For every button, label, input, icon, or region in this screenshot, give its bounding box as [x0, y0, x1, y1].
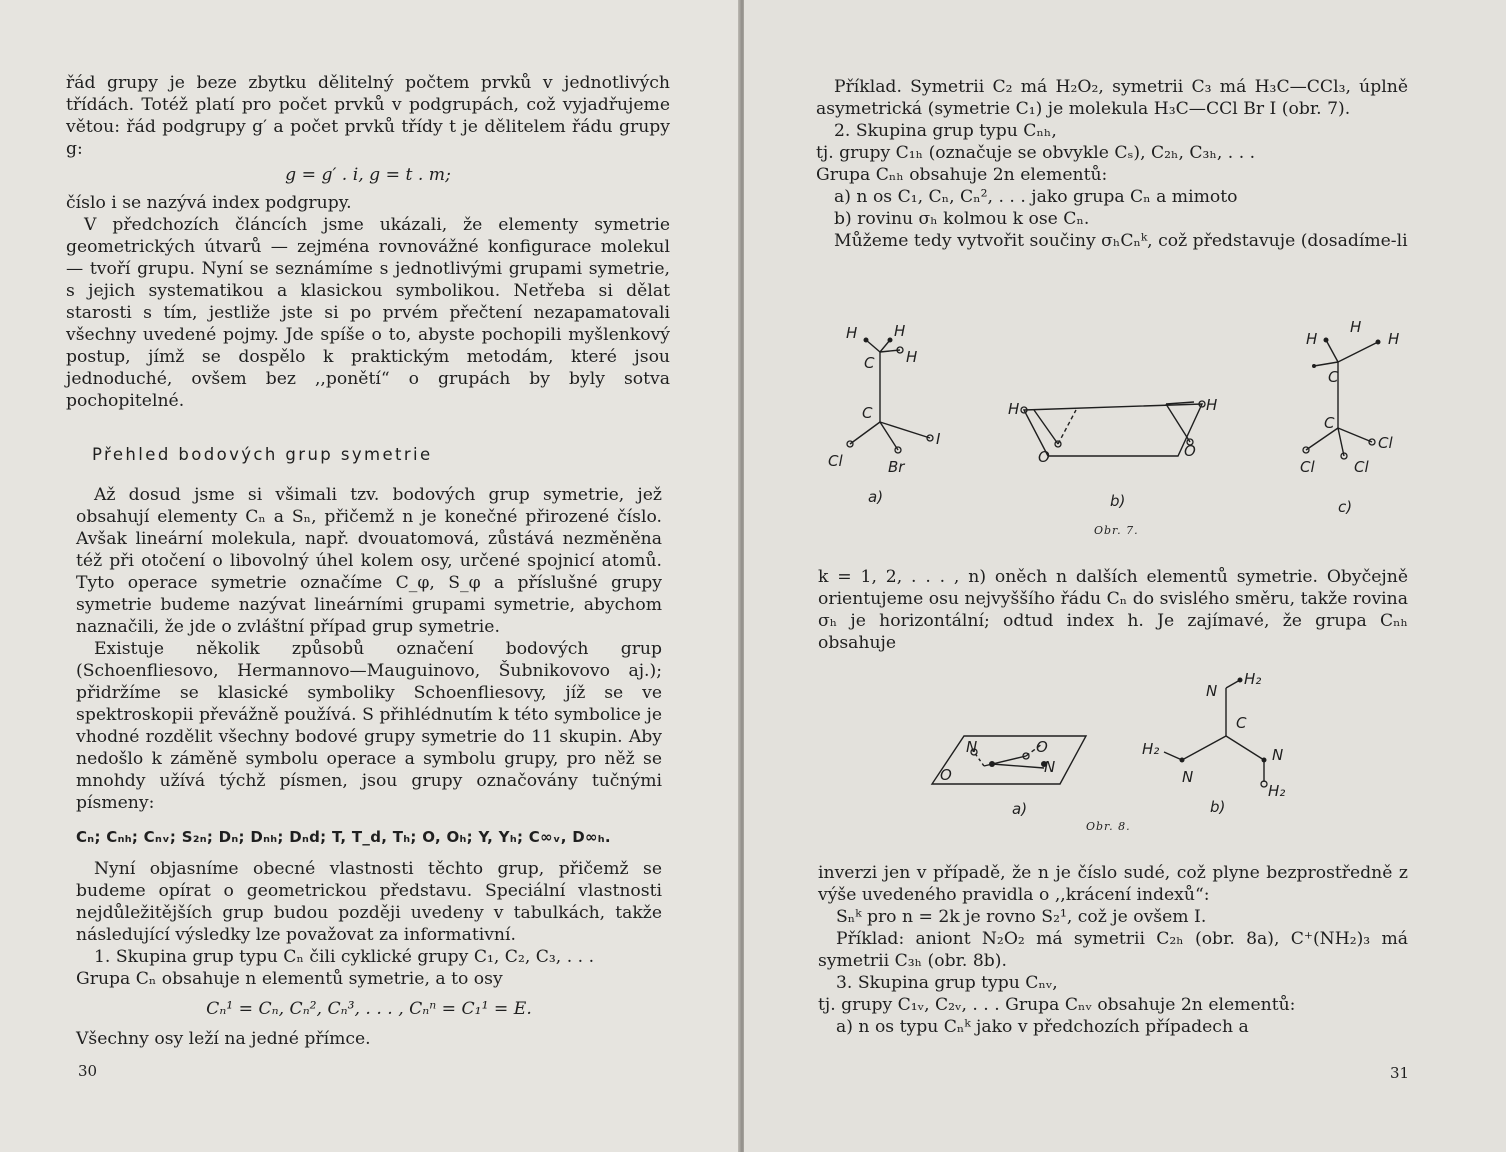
fig7a-label: H — [846, 324, 858, 342]
fig8b-label: H₂ — [1142, 740, 1160, 758]
group-symbols: Cₙ; Cₙₕ; Cₙᵥ; S₂ₙ; Dₙ; Dₙₕ; Dₙd; T, T_d, Tₕ; O, Oₕ; Y, Yₕ; C∞ᵥ, D∞ₕ. — [76, 828, 611, 846]
paragraph: Grupa Cₙ obsahuje n elementů symetrie, a to osy — [76, 969, 503, 989]
fig7b-sub: b) — [1110, 492, 1126, 510]
paragraph: inverzi jen v případě, že n je číslo sudé, což plyne bezprostředně z výše uvedeného pravidla o ,,krácení indexů“: — [818, 863, 1408, 905]
fig7a-label: Cl — [828, 452, 843, 470]
right-text-block-2 — [818, 566, 1408, 654]
fig8b-label: N — [1272, 746, 1284, 764]
paragraph: a) n os typu Cₙᵏ jako v předchozích případech a — [836, 1017, 1249, 1037]
fig8a-label: O — [1036, 738, 1048, 756]
right-text-block-1 — [816, 76, 1408, 252]
page-number: 31 — [1390, 1064, 1410, 1082]
fig7b-label: H — [1206, 396, 1218, 414]
fig7b-label: O — [1038, 448, 1050, 466]
section-heading: Přehled bodových grup symetrie — [92, 445, 433, 464]
figure-8 — [924, 660, 1404, 830]
fig8b-label: N — [1206, 682, 1218, 700]
fig8b-label: H₂ — [1268, 782, 1286, 800]
fig7c-sub: c) — [1338, 498, 1353, 516]
paragraph: Grupa Cₙₕ obsahuje 2n elementů: — [816, 165, 1108, 185]
paragraph: tj. grupy C₁ₕ (označuje se obvykle Cₛ), C₂ₕ, C₃ₕ, . . . — [816, 143, 1256, 163]
fig7c-label: Cl — [1354, 458, 1369, 476]
fig8a-label: N — [966, 738, 978, 756]
paragraph: Můžeme tedy vytvořit součiny σₕCₙᵏ, což představuje (dosadíme-li — [834, 231, 1408, 251]
fig7a-label: Br — [888, 458, 905, 476]
fig7c-label: Cl — [1300, 458, 1315, 476]
fig7a-label: H — [894, 322, 906, 340]
paragraph: Všechny osy leží na jedné přímce. — [76, 1029, 371, 1049]
fig7b-label: H — [1008, 400, 1020, 418]
fig7c-label: C — [1328, 368, 1339, 386]
left-text-block-1 — [66, 72, 670, 412]
paragraph: k = 1, 2, . . . , n) oněch n dalších elementů symetrie. Obyčejně orientujeme osu nejvyššího řádu Cₙ do svislého směru, takže rovina σₕ je horizontální; odtud index h. Je zajímavé, že grupa Cₙₕ obsahuje — [818, 567, 1408, 653]
paragraph: Příklad. Symetrii C₂ má H₂O₂, symetrii C₃ má H₃C—CCl₃, úplně asymetrická (symetrie C₁) je molekula H₃C—CCl Br I (obr. 7). — [816, 77, 1408, 119]
paragraph: V předchozích článcích jsme ukázali, že elementy symetrie geometrických útvarů — zejména rovnovážné konfigurace molekul — tvoří grupu. Nyní se seznámíme s jednotlivými grupami symetrie, s jejich systematikou a klasickou symbolikou. Netřeba si dělat starosti s tím, jestliže jste si po prvém přečtení nezapamatovali všechny uvedené pojmy. Jde spíše o to, abyste pochopili myšlenkový postup, jímž se dospělo k praktickým metodám, které jsou jednoduché, ovšem bez ,,ponětí“ o grupách by byly sotva pochopitelné. — [66, 215, 670, 411]
fig8a-sub: a) — [1012, 800, 1028, 818]
fig8b-label: C — [1236, 714, 1247, 732]
fig8b-sub: b) — [1210, 798, 1226, 816]
fig8b-label: H₂ — [1244, 670, 1262, 688]
paragraph: Sₙᵏ pro n = 2k je rovno S₂¹, což je ovšem I. — [836, 907, 1207, 927]
left-text-block-2 — [76, 484, 662, 1050]
figure-8-caption: Obr. 8. — [1086, 820, 1131, 833]
formula: g = g′ . i, g = t . m; — [285, 165, 451, 185]
paragraph: tj. grupy C₁ᵥ, C₂ᵥ, . . . Grupa Cₙᵥ obsahuje 2n elementů: — [818, 995, 1296, 1015]
fig7c-label: Cl — [1378, 434, 1393, 452]
left-page — [0, 0, 740, 1152]
paragraph: Příklad: aniont N₂O₂ má symetrii C₂ₕ (obr. 8a), C⁺(NH₂)₃ má symetrii C₃ₕ (obr. 8b). — [818, 929, 1408, 971]
paragraph: 2. Skupina grup typu Cₙₕ, — [834, 121, 1057, 141]
fig7a-label: I — [936, 430, 941, 448]
fig7a-label: C — [864, 354, 875, 372]
fig7a-label: H — [906, 348, 918, 366]
fig7b-label: O — [1184, 442, 1196, 460]
page-number: 30 — [78, 1062, 98, 1080]
paragraph: 1. Skupina grup typu Cₙ čili cyklické grupy C₁, C₂, C₃, . . . — [94, 947, 595, 967]
paragraph: 3. Skupina grup typu Cₙᵥ, — [836, 973, 1058, 993]
fig7c-label: C — [1324, 414, 1335, 432]
paragraph: Existuje několik způsobů označení bodových grup (Schoenfliesovo, Hermannovo—Mauguinovo, Šubnikovovo aj.); přidržíme se klasické symboliky Schoenfliesovy, jíž se ve spektroskopii převážně používá. S přihlédnutím k této symbolice je vhodné rozdělit všechny bodové grupy symetrie do 11 skupin. Aby nedošlo k záměně symbolu operace a symbolu grupy, pro něž se mnohdy užívá týchž písmen, jsou grupy označovány tučnými písmeny: — [76, 639, 662, 813]
fig7c-label: H — [1306, 330, 1318, 348]
figure-7-caption: Obr. 7. — [1094, 524, 1139, 537]
figure-7 — [814, 310, 1434, 540]
paragraph: řád grupy je beze zbytku dělitelný počtem prvků v jednotlivých třídách. Totéž platí pro počet prvků v podgrupách, což vyjadřujeme větou: řád podgrupy g′ a počet prvků třídy t je dělitelem řádu grupy g: — [66, 73, 670, 159]
paragraph: Nyní objasníme obecné vlastnosti těchto grup, přičemž se budeme opírat o geometrickou představu. Speciální vlastnosti nejdůležitějších grup budou později uvedeny v tabulkách, takže následující výsledky lze považovat za informativní. — [76, 859, 662, 945]
fig8a-label: N — [1044, 758, 1056, 776]
fig7a-sub: a) — [868, 488, 884, 506]
fig8b-label: N — [1182, 768, 1194, 786]
formula: Cₙ¹ = Cₙ, Cₙ², Cₙ³, . . . , Cₙⁿ = C₁¹ = E. — [206, 999, 532, 1019]
paragraph: Až dosud jsme si všimali tzv. bodových grup symetrie, jež obsahují elementy Cₙ a Sₙ, přičemž n je konečné přirozené číslo. Avšak lineární molekula, např. dvouatomová, zůstává nezměněna též při otočení o libovolný úhel kolem osy, určené spojnicí atomů. Tyto operace symetrie označíme C_φ, S_φ a příslušné grupy symetrie budeme nazývat lineárními grupami symetrie, abychom naznačili, že jde o zvláštní případ grup symetrie. — [76, 485, 662, 637]
paragraph: číslo i se nazývá index podgrupy. — [66, 193, 352, 213]
paragraph: b) rovinu σₕ kolmou k ose Cₙ. — [834, 209, 1090, 229]
fig8a-label: O — [940, 766, 952, 784]
paragraph: a) n os C₁, Cₙ, Cₙ², . . . jako grupa Cₙ a mimoto — [834, 187, 1238, 207]
fig7c-label: H — [1350, 318, 1362, 336]
right-text-block-3 — [818, 862, 1408, 1038]
fig7a-label: C — [862, 404, 873, 422]
fig7c-label: H — [1388, 330, 1400, 348]
right-page — [744, 0, 1506, 1152]
